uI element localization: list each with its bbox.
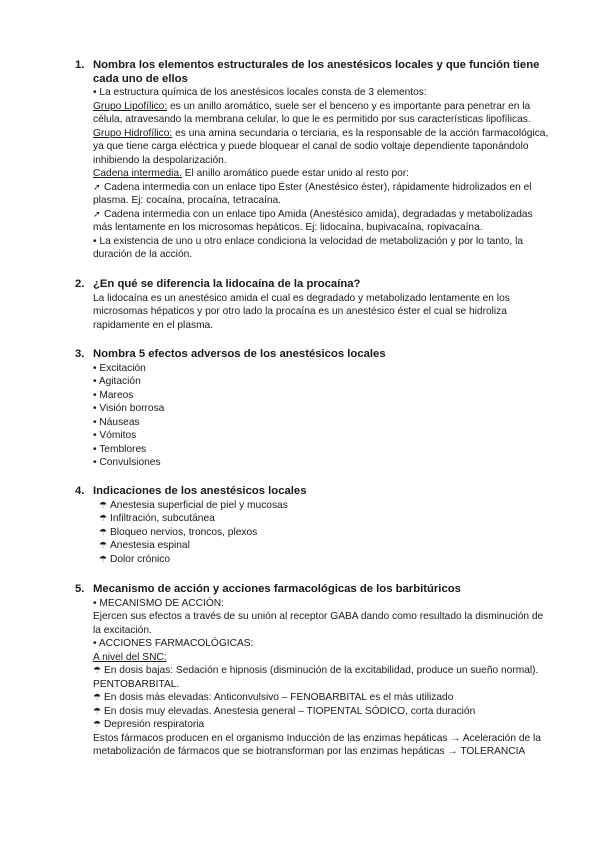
question-number: 1. <box>75 59 85 71</box>
answer-body <box>93 597 555 759</box>
answer-line: ➚ Cadena intermedia con un enlace tipo Amida (Anestésico amida), degradadas y metabolizadas <box>93 208 533 220</box>
answer-line: célula, atravesando la membrana celular, lo que le es permitido por sus características lipofílicas. <box>93 114 531 126</box>
answer-line: ya que tiene carga eléctrica y puede bloquear el canal de sodio voltaje dependiente taponándolo <box>93 141 529 153</box>
answer-line: inhibiendo la despolarización. <box>93 154 227 166</box>
list-item: ☂ Infiltración, subcutánea <box>99 513 215 525</box>
umbrella-bullet-icon: ☂ <box>99 540 108 551</box>
section-5 <box>75 583 555 759</box>
answer-body <box>93 362 555 470</box>
list-item: ☂ Bloqueo nervios, troncos, plexos <box>99 526 258 538</box>
underlined-term: Cadena intermedia. <box>93 168 182 180</box>
answer-body <box>93 86 555 262</box>
answer-line: • La existencia de uno u otro enlace condiciona la velocidad de metabolización y por lo tanto, la <box>93 235 524 247</box>
answer-line: plasma. Ej: cocaína, procaína, tetracaína. <box>93 195 282 207</box>
list-item: • Temblores <box>93 443 147 455</box>
question-number: 5. <box>75 583 85 595</box>
answer-line: microsomas hépaticos y por otro lado la procaína es un anestésico éster el cual se hidroliza <box>93 306 507 318</box>
umbrella-bullet-icon: ☂ <box>93 719 102 730</box>
question-heading <box>75 583 555 597</box>
answer-line <box>93 651 555 665</box>
answer-line: rapidamente en el plasma. <box>93 319 214 331</box>
answer-line: ➚ Cadena intermedia con un enlace tipo Éster (Anestésico éster), rápidamente hidrolizados en el <box>93 181 532 193</box>
umbrella-bullet-icon: ☂ <box>93 665 102 676</box>
list-item: • Agitación <box>93 376 141 388</box>
list-item: ☂ Anestesia espinal <box>99 540 190 552</box>
list-item: • Mareos <box>93 389 134 401</box>
question-number: 3. <box>75 348 85 360</box>
section-2 <box>75 278 555 332</box>
list-item: • Excitación <box>93 362 146 374</box>
answer-line: ☂ En dosis bajas: Sedación e hipnosis (disminución de la excitabilidad, produce un sueño normal). <box>93 665 539 677</box>
question-text: Indicaciones de los anestésicos locales <box>93 485 307 497</box>
question-heading <box>75 278 555 292</box>
answer-line: ☂ Depresión respiratoria <box>93 719 205 731</box>
answer-line: Ejercen sus efectos a través de su unión al receptor GABA dando como resultado la disminución de <box>93 611 544 623</box>
umbrella-bullet-icon: ☂ <box>99 513 108 524</box>
section-3 <box>75 348 555 470</box>
answer-line: metabolización de fármacos que se biotransforman por las enzimas hepáticas → TOLERANCIA <box>93 746 526 758</box>
question-text: Nombra los elementos estructurales de los anestésicos locales y que función tiene cada uno de ellos <box>93 59 540 85</box>
question-heading <box>75 485 555 499</box>
section-1 <box>75 59 555 262</box>
answer-line: la excitación. <box>93 624 152 636</box>
underlined-term: A nivel del SNC: <box>93 651 167 663</box>
umbrella-bullet-icon: ☂ <box>99 499 108 510</box>
question-heading <box>75 348 555 362</box>
list-item: ☂ Dolor crónico <box>99 553 171 565</box>
answer-line: Cadena intermedia. El anillo aromático puede estar unido al resto por: <box>93 168 410 180</box>
answer-line: ☂ En dosis más elevadas: Anticonvulsivo – FENOBARBITAL es el más utilizado <box>93 692 454 704</box>
answer-line: Grupo Lipofílico: es un anillo aromático, suele ser el benceno y es importante para penetrar en la <box>93 100 531 112</box>
answer-line: Grupo Hidrofílico: es una amina secundaria o terciaria, es la responsable de la acción farmacológica, <box>93 127 549 139</box>
answer-line: • ACCIONES FARMACOLÓGICAS: <box>93 638 254 650</box>
umbrella-bullet-icon: ☂ <box>93 692 102 703</box>
answer-body <box>93 499 555 567</box>
question-number: 4. <box>75 485 85 497</box>
answer-line: • La estructura química de los anestésicos locales consta de 3 elementos: <box>93 87 427 99</box>
umbrella-bullet-icon: ☂ <box>93 705 102 716</box>
question-text: Mecanismo de acción y acciones farmacológicas de los barbitúricos <box>93 583 461 595</box>
question-text: Nombra 5 efectos adversos de los anestésicos locales <box>93 348 386 360</box>
list-item: • Visión borrosa <box>93 403 165 415</box>
underlined-term: Grupo Hidrofílico: <box>93 127 173 139</box>
question-heading <box>75 59 555 86</box>
question-number: 2. <box>75 278 85 290</box>
arrow-bullet-icon: ➚ <box>93 208 101 219</box>
answer-line: más lentamente en los microsomas hepáticos. Ej: lidocaína, bupivacaína, ropivacaína. <box>93 222 483 234</box>
answer-line: Estos fármacos producen en el organismo Inducción de las enzimas hepáticas → Aceleración de la <box>93 732 541 744</box>
list-item: • Náuseas <box>93 416 140 428</box>
arrow-bullet-icon: ➚ <box>93 181 101 192</box>
section-4 <box>75 485 555 566</box>
answer-line: PENTOBARBITAL. <box>93 678 180 690</box>
answer-body <box>93 292 555 333</box>
list-item: • Vómitos <box>93 430 137 442</box>
umbrella-bullet-icon: ☂ <box>99 526 108 537</box>
answer-line: duración de la acción. <box>93 249 193 261</box>
list-item: ☂ Anestesia superficial de piel y mucosas <box>99 499 288 511</box>
answer-line: • MECANISMO DE ACCIÓN: <box>93 597 224 609</box>
answer-line: ☂ En dosis muy elevadas. Anestesia general – TIOPENTAL SÓDICO, corta duración <box>93 705 476 717</box>
umbrella-bullet-icon: ☂ <box>99 553 108 564</box>
question-text: ¿En qué se diferencia la lidocaína de la procaína? <box>93 278 361 290</box>
list-item: • Convulsiones <box>93 457 161 469</box>
answer-line: La lidocaína es un anestésico amida el cual es degradado y metabolizado lentamente en los <box>93 292 510 304</box>
underlined-term: Grupo Lipofílico: <box>93 100 168 112</box>
